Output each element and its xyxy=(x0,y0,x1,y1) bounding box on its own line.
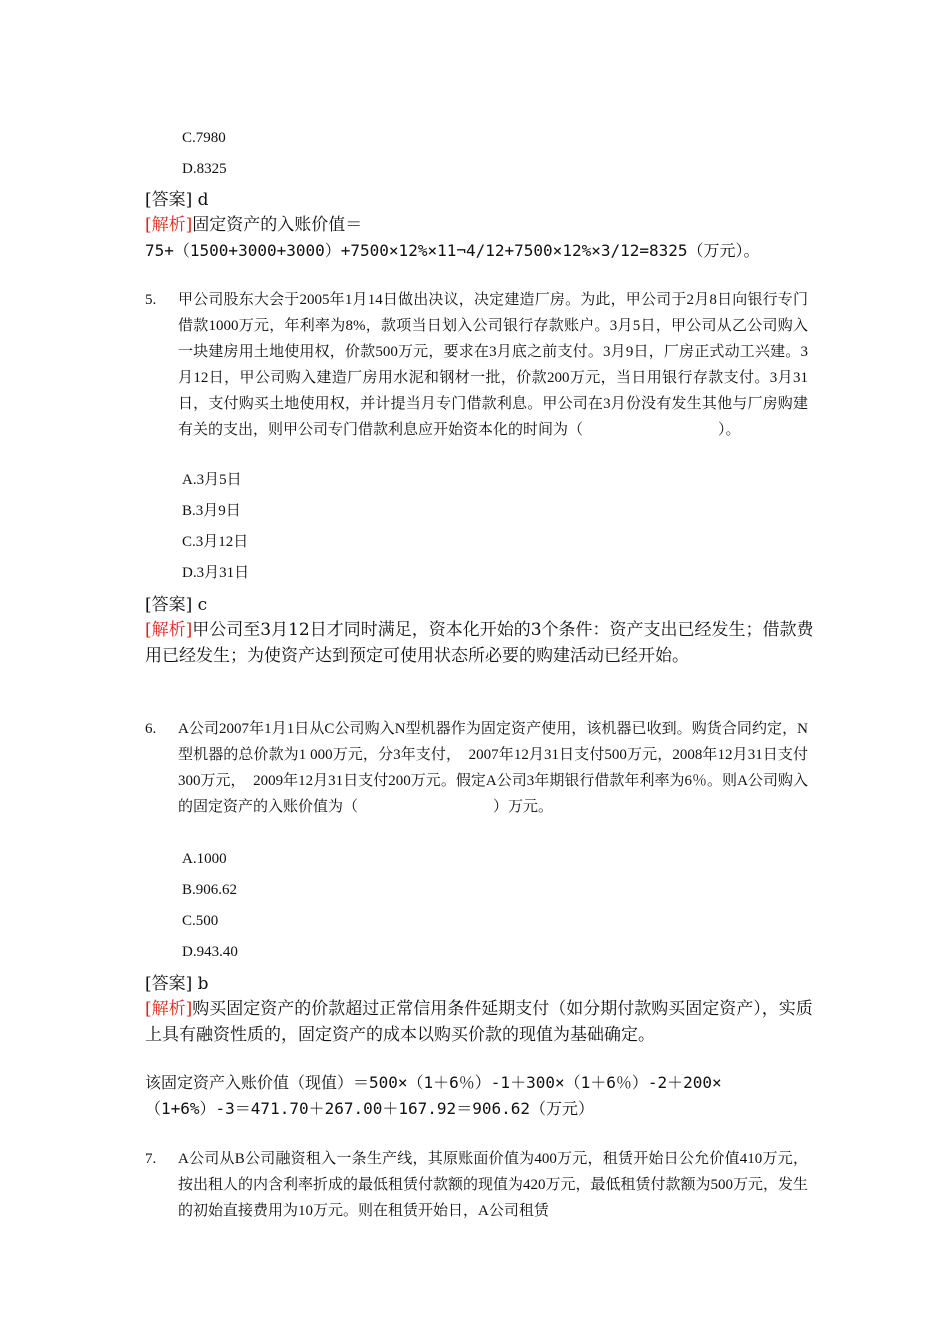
q6-analysis xyxy=(145,996,815,1048)
analysis-label: [解析] xyxy=(145,215,193,235)
q6-question-text: A公司2007年1月1日从C公司购入N型机器作为固定资产使用，该机器已收到。购货合同约定，N型机器的总价款为1 000万元，分3年支付， 2007年12月31日支付500万元，2008年12月31日支付300万元， 2009年12月31日支付200万元。假定A公司3年期银行借款年利率为6％。则A公司购入的固定资产的入账价值为（ ）万元。 xyxy=(178,721,808,815)
analysis-text: 固定资产的入账价值＝ xyxy=(192,215,363,235)
q7-question-text: A公司从B公司融资租入一条生产线，其原账面价值为400万元，租赁开始日公允价值410万元，按出租人的内含利率折成的最低租赁付款额的现值为420万元，最低租赁付款额为500万元，发生的初始直接费用为10万元。则在租赁开始日，A公司租赁 xyxy=(178,1151,809,1219)
q6-option-b: B.906.62 xyxy=(182,882,238,898)
q5-question-text: 甲公司股东大会于2005年1月14日做出决议，决定建造厂房。为此，甲公司于2月8日向银行专门借款1000万元，年利率为8%，款项当日划入公司银行存款账户。3月5日，甲公司从乙公司购入一块建房用土地使用权，价款500万元，要求在3月底之前支付。3月9日，厂房正式动工兴建。3月12日，甲公司购入建造厂房用水泥和钢材一批，价款200万元，当日用银行存款支付。3月31日，支付购买土地使用权，并计提当月专门借款利息。甲公司在3月份没有发生其他与厂房购建有关的支出，则甲公司专门借款利息应开始资本化的时间为（ ）。 xyxy=(178,292,808,438)
q5-option-a: A.3月5日 xyxy=(182,472,242,488)
answer-value: c xyxy=(197,595,208,615)
q4-analysis xyxy=(145,212,815,238)
analysis-text: 甲公司至3月12日才同时满足，资本化开始的3个条件：资产支出已经发生；借款费用已经发生；为使资产达到预定可使用状态所必要的购建活动已经开始。 xyxy=(145,620,814,666)
q5-option-d: D.3月31日 xyxy=(182,565,250,581)
q4-option-c: C.7980 xyxy=(182,130,226,146)
q5-answer xyxy=(145,593,207,617)
q6-number: 6. xyxy=(145,721,157,737)
q5-option-c: C.3月12日 xyxy=(182,534,249,550)
q7-number: 7. xyxy=(145,1151,157,1167)
q6-option-c: C.500 xyxy=(182,913,219,929)
q6-answer xyxy=(145,972,209,996)
answer-value: d xyxy=(197,190,209,210)
q5-analysis xyxy=(145,617,815,669)
analysis-label: [解析] xyxy=(145,999,193,1019)
q5-number: 5. xyxy=(145,292,157,308)
q5-option-b: B.3月9日 xyxy=(182,503,241,519)
answer-label: [答案] xyxy=(145,190,193,210)
answer-label: [答案] xyxy=(145,974,193,994)
analysis-text: 购买固定资产的价款超过正常信用条件延期支付（如分期付款购买固定资产），实质上具有融资性质的，固定资产的成本以购买价款的现值为基础确定。 xyxy=(145,999,813,1045)
q4-answer xyxy=(145,188,209,212)
answer-label: [答案] xyxy=(145,595,193,615)
answer-value: b xyxy=(197,974,209,994)
q4-formula: 75+（1500+3000+3000）+7500×12%×11¬4/12+7500×12%×3/12=8325（万元）。 xyxy=(145,241,760,260)
q4-option-d: D.8325 xyxy=(182,161,227,177)
q6-option-d: D.943.40 xyxy=(182,944,238,960)
q6-option-a: A.1000 xyxy=(182,851,227,867)
analysis-label: [解析] xyxy=(145,620,193,640)
q6-formula: 该固定资产入账价值（现值）＝500×（1＋6％）-1＋300×（1＋6％）-2＋200×（1+6%）-3＝471.70＋267.00＋167.92＝906.62（万元） xyxy=(145,1073,722,1118)
